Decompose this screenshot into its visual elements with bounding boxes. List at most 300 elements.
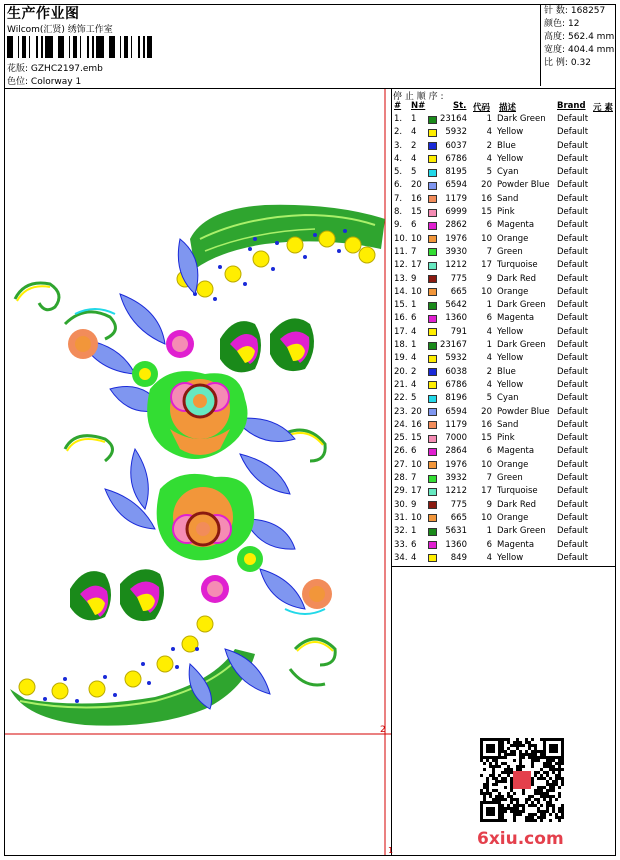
row-brand: Default bbox=[557, 246, 589, 257]
row-stitches: 1360 bbox=[445, 539, 467, 550]
color-swatch bbox=[428, 368, 437, 376]
row-index: 28. bbox=[394, 473, 408, 484]
row-needle: 9 bbox=[411, 499, 417, 510]
table-row bbox=[393, 432, 616, 445]
row-needle: 1 bbox=[411, 114, 417, 124]
header-desc: 描述 bbox=[499, 103, 517, 113]
table-row bbox=[393, 419, 616, 432]
row-stitches: 7000 bbox=[445, 433, 467, 444]
table-row bbox=[393, 326, 616, 339]
row-index: 2. bbox=[394, 127, 403, 138]
table-row bbox=[393, 166, 616, 179]
row-description: Cyan bbox=[497, 167, 519, 178]
row-stitches: 1212 bbox=[445, 260, 467, 271]
row-index: 11. bbox=[394, 246, 408, 257]
row-index: 5. bbox=[394, 167, 403, 178]
row-needle: 10 bbox=[411, 459, 422, 470]
color-swatch bbox=[428, 554, 437, 562]
header-code: 代码 bbox=[473, 103, 491, 113]
row-needle: 16 bbox=[411, 193, 422, 204]
row-description: Yellow bbox=[497, 353, 524, 364]
row-index: 32. bbox=[394, 526, 408, 537]
row-code: 7 bbox=[486, 473, 492, 484]
bottom-lace-band bbox=[10, 616, 255, 726]
row-brand: Default bbox=[557, 273, 589, 284]
row-brand: Default bbox=[557, 260, 589, 271]
row-brand: Default bbox=[557, 446, 589, 457]
stat-value: 404.4 mm bbox=[568, 45, 615, 55]
table-row bbox=[393, 512, 616, 525]
row-code: 6 bbox=[486, 446, 492, 457]
design-value: GZHC2197.emb bbox=[30, 64, 103, 74]
row-needle: 16 bbox=[411, 419, 422, 430]
row-index: 30. bbox=[394, 499, 408, 510]
row-brand: Default bbox=[557, 326, 589, 337]
table-row bbox=[393, 406, 616, 419]
colorway-value: Colorway 1 bbox=[30, 77, 82, 87]
table-row bbox=[393, 140, 616, 153]
row-code: 20 bbox=[481, 406, 492, 417]
row-needle: 2 bbox=[411, 140, 417, 151]
qr-code bbox=[480, 738, 564, 822]
row-needle: 17 bbox=[411, 486, 422, 497]
row-description: Magenta bbox=[497, 313, 535, 324]
stat-value: 562.4 mm bbox=[568, 32, 615, 42]
row-brand: Default bbox=[557, 406, 589, 417]
row-index: 9. bbox=[394, 220, 403, 231]
row-brand: Default bbox=[557, 526, 589, 537]
row-brand: Default bbox=[557, 167, 589, 178]
stop-sequence-table bbox=[393, 100, 616, 565]
row-code: 6 bbox=[486, 313, 492, 324]
row-brand: Default bbox=[557, 353, 589, 364]
row-brand: Default bbox=[557, 552, 589, 563]
header-no: N# bbox=[411, 101, 426, 111]
row-code: 1 bbox=[486, 300, 492, 311]
row-index: 16. bbox=[394, 313, 408, 324]
row-brand: Default bbox=[557, 459, 589, 470]
colorway-label: 色位: bbox=[7, 77, 29, 87]
color-swatch bbox=[428, 528, 437, 536]
row-stitches: 775 bbox=[450, 273, 467, 284]
embroidery-design-canvas bbox=[5, 89, 394, 855]
row-description: Cyan bbox=[497, 393, 519, 404]
row-needle: 15 bbox=[411, 207, 422, 218]
row-code: 16 bbox=[481, 193, 492, 204]
row-code: 1 bbox=[486, 340, 492, 351]
row-stitches: 3930 bbox=[445, 246, 467, 257]
color-swatch bbox=[428, 195, 437, 203]
row-code: 5 bbox=[486, 393, 492, 404]
tulip-pair-lower bbox=[70, 569, 164, 621]
color-swatch bbox=[428, 381, 437, 389]
row-code: 9 bbox=[486, 499, 492, 510]
row-stitches: 1976 bbox=[445, 459, 467, 470]
stat-label: 针 数: bbox=[544, 6, 568, 16]
color-swatch bbox=[428, 262, 437, 270]
stats-panel bbox=[540, 4, 616, 86]
row-code: 4 bbox=[486, 379, 492, 390]
row-stitches: 1360 bbox=[445, 313, 467, 324]
column-divider bbox=[391, 88, 392, 856]
row-stitches: 6594 bbox=[445, 406, 467, 417]
color-swatch bbox=[428, 514, 437, 522]
table-row bbox=[393, 552, 616, 565]
row-description: Sand bbox=[497, 193, 519, 204]
row-stitches: 6594 bbox=[445, 180, 467, 191]
row-stitches: 5932 bbox=[445, 127, 467, 138]
color-swatch bbox=[428, 169, 437, 177]
table-row bbox=[393, 379, 616, 392]
table-row bbox=[393, 485, 616, 498]
row-needle: 1 bbox=[411, 340, 417, 351]
row-code: 15 bbox=[481, 207, 492, 218]
color-swatch bbox=[428, 461, 437, 469]
row-code: 4 bbox=[486, 552, 492, 563]
row-description: Pink bbox=[497, 433, 515, 444]
stat-label: 高度: bbox=[544, 32, 566, 42]
row-needle: 5 bbox=[411, 393, 417, 404]
barcode bbox=[7, 36, 153, 58]
row-index: 23. bbox=[394, 406, 408, 417]
row-needle: 7 bbox=[411, 246, 417, 257]
row-stitches: 1976 bbox=[445, 233, 467, 244]
row-stitches: 665 bbox=[450, 512, 467, 523]
row-code: 5 bbox=[486, 167, 492, 178]
color-swatch bbox=[428, 342, 437, 350]
row-needle: 4 bbox=[411, 153, 417, 164]
table-row bbox=[393, 126, 616, 139]
row-code: 2 bbox=[486, 366, 492, 377]
table-row bbox=[393, 366, 616, 379]
row-index: 27. bbox=[394, 459, 408, 470]
row-brand: Default bbox=[557, 313, 589, 324]
row-index: 21. bbox=[394, 379, 408, 390]
row-brand: Default bbox=[557, 286, 589, 297]
row-stitches: 6038 bbox=[445, 366, 467, 377]
row-code: 1 bbox=[486, 526, 492, 537]
stat-row bbox=[544, 57, 616, 70]
row-description: Turquoise bbox=[497, 486, 538, 497]
row-index: 15. bbox=[394, 300, 408, 311]
tulip-pair-upper bbox=[220, 318, 314, 372]
stat-row bbox=[544, 31, 616, 44]
color-swatch bbox=[428, 129, 437, 137]
row-needle: 17 bbox=[411, 260, 422, 271]
table-row bbox=[393, 472, 616, 485]
row-brand: Default bbox=[557, 220, 589, 231]
color-swatch bbox=[428, 448, 437, 456]
row-description: Green bbox=[497, 473, 523, 484]
row-description: Dark Green bbox=[497, 340, 546, 351]
row-description: Blue bbox=[497, 366, 516, 377]
table-row bbox=[393, 113, 616, 126]
row-needle: 1 bbox=[411, 526, 417, 537]
flower-upper bbox=[147, 371, 247, 459]
row-needle: 10 bbox=[411, 512, 422, 523]
row-index: 4. bbox=[394, 153, 403, 164]
row-brand: Default bbox=[557, 433, 589, 444]
row-description: Yellow bbox=[497, 153, 524, 164]
row-stitches: 8195 bbox=[445, 167, 467, 178]
row-description: Dark Green bbox=[497, 526, 546, 537]
row-code: 17 bbox=[481, 486, 492, 497]
row-stitches: 791 bbox=[450, 326, 467, 337]
row-description: Powder Blue bbox=[497, 406, 550, 417]
row-needle: 6 bbox=[411, 220, 417, 231]
table-row bbox=[393, 339, 616, 352]
row-needle: 4 bbox=[411, 127, 417, 138]
header-stitches: St. bbox=[453, 101, 467, 111]
table-row bbox=[393, 193, 616, 206]
row-index: 14. bbox=[394, 286, 408, 297]
color-swatch bbox=[428, 222, 437, 230]
table-row bbox=[393, 459, 616, 472]
row-brand: Default bbox=[557, 539, 589, 550]
colorway-line bbox=[7, 74, 81, 87]
row-description: Orange bbox=[497, 512, 529, 523]
row-code: 10 bbox=[481, 233, 492, 244]
row-description: Magenta bbox=[497, 446, 535, 457]
row-description: Dark Green bbox=[497, 114, 546, 124]
table-row bbox=[393, 273, 616, 286]
row-index: 7. bbox=[394, 193, 403, 204]
table-row bbox=[393, 539, 616, 552]
color-swatch bbox=[428, 435, 437, 443]
row-needle: 2 bbox=[411, 366, 417, 377]
row-stitches: 6999 bbox=[445, 207, 467, 218]
row-brand: Default bbox=[557, 180, 589, 191]
row-description: Pink bbox=[497, 207, 515, 218]
table-row bbox=[393, 525, 616, 538]
row-brand: Default bbox=[557, 207, 589, 218]
color-swatch bbox=[428, 488, 437, 496]
row-brand: Default bbox=[557, 499, 589, 510]
bottom-mark: 1 bbox=[388, 846, 394, 855]
row-stitches: 2864 bbox=[445, 446, 467, 457]
table-row bbox=[393, 312, 616, 325]
row-brand: Default bbox=[557, 233, 589, 244]
stat-value: 12 bbox=[568, 19, 580, 29]
row-stitches: 1179 bbox=[445, 419, 467, 430]
row-description: Yellow bbox=[497, 127, 524, 138]
row-description: Dark Red bbox=[497, 499, 537, 510]
row-index: 24. bbox=[394, 419, 408, 430]
table-row bbox=[393, 259, 616, 272]
row-stitches: 5932 bbox=[445, 353, 467, 364]
row-stitches: 8196 bbox=[445, 393, 467, 404]
stat-value: 0.32 bbox=[570, 58, 591, 68]
stat-label: 比 例: bbox=[544, 58, 568, 68]
color-swatch bbox=[428, 302, 437, 310]
top-lace-band bbox=[177, 205, 385, 301]
row-code: 4 bbox=[486, 353, 492, 364]
row-description: Orange bbox=[497, 286, 529, 297]
row-index: 26. bbox=[394, 446, 408, 457]
stat-row bbox=[544, 18, 616, 31]
table-row bbox=[393, 219, 616, 232]
row-brand: Default bbox=[557, 419, 589, 430]
row-brand: Default bbox=[557, 153, 589, 164]
row-index: 29. bbox=[394, 486, 408, 497]
stat-row bbox=[544, 5, 616, 18]
row-code: 6 bbox=[486, 539, 492, 550]
row-needle: 6 bbox=[411, 539, 417, 550]
header-extra: 元 素 bbox=[593, 103, 613, 113]
table-row bbox=[393, 206, 616, 219]
table-row bbox=[393, 499, 616, 512]
color-swatch bbox=[428, 142, 437, 150]
color-swatch bbox=[428, 315, 437, 323]
color-swatch bbox=[428, 182, 437, 190]
row-index: 17. bbox=[394, 326, 408, 337]
row-brand: Default bbox=[557, 473, 589, 484]
row-brand: Default bbox=[557, 300, 589, 311]
row-description: Dark Green bbox=[497, 300, 546, 311]
table-row bbox=[393, 445, 616, 458]
row-stitches: 849 bbox=[450, 552, 467, 563]
row-needle: 6 bbox=[411, 446, 417, 457]
row-index: 22. bbox=[394, 393, 408, 404]
stop-sequence-title: 停 止 顺 序 : bbox=[393, 92, 444, 102]
stat-label: 颜色: bbox=[544, 19, 566, 29]
stat-label: 宽度: bbox=[544, 45, 566, 55]
row-code: 2 bbox=[486, 140, 492, 151]
table-row bbox=[393, 179, 616, 192]
row-index: 3. bbox=[394, 140, 403, 151]
row-code: 17 bbox=[481, 260, 492, 271]
row-index: 1. bbox=[394, 114, 403, 124]
row-code: 4 bbox=[486, 326, 492, 337]
row-stitches: 6037 bbox=[445, 140, 467, 151]
row-description: Blue bbox=[497, 140, 516, 151]
row-index: 8. bbox=[394, 207, 403, 218]
row-brand: Default bbox=[557, 127, 589, 138]
row-needle: 20 bbox=[411, 180, 422, 191]
color-swatch bbox=[428, 541, 437, 549]
flower-lower bbox=[157, 474, 255, 561]
row-brand: Default bbox=[557, 512, 589, 523]
row-needle: 4 bbox=[411, 552, 417, 563]
row-code: 6 bbox=[486, 220, 492, 231]
row-index: 25. bbox=[394, 433, 408, 444]
row-needle: 5 bbox=[411, 167, 417, 178]
row-description: Magenta bbox=[497, 539, 535, 550]
row-description: Powder Blue bbox=[497, 180, 550, 191]
row-needle: 4 bbox=[411, 326, 417, 337]
row-brand: Default bbox=[557, 340, 589, 351]
stat-row bbox=[544, 44, 616, 57]
color-swatch bbox=[428, 475, 437, 483]
row-stitches: 1179 bbox=[445, 193, 467, 204]
row-needle: 20 bbox=[411, 406, 422, 417]
row-code: 4 bbox=[486, 127, 492, 138]
color-swatch bbox=[428, 116, 437, 124]
table-row bbox=[393, 352, 616, 365]
color-swatch bbox=[428, 355, 437, 363]
row-needle: 7 bbox=[411, 473, 417, 484]
row-brand: Default bbox=[557, 393, 589, 404]
company-name: Wilcom(汇贤) 绣饰工作室 bbox=[7, 25, 113, 35]
color-swatch bbox=[428, 501, 437, 509]
row-index: 10. bbox=[394, 233, 408, 244]
row-index: 6. bbox=[394, 180, 403, 191]
row-code: 10 bbox=[481, 512, 492, 523]
row-description: Turquoise bbox=[497, 260, 538, 271]
design-label: 花版: bbox=[7, 64, 29, 74]
row-code: 1 bbox=[486, 114, 492, 124]
watermark-logo: 6xiu.com bbox=[477, 829, 564, 849]
row-stitches: 23167 bbox=[439, 340, 467, 351]
row-code: 10 bbox=[481, 286, 492, 297]
row-description: Orange bbox=[497, 459, 529, 470]
row-code: 15 bbox=[481, 433, 492, 444]
table-bottom-divider bbox=[392, 566, 616, 567]
color-swatch bbox=[428, 395, 437, 403]
row-stitches: 5631 bbox=[445, 526, 467, 537]
row-stitches: 665 bbox=[450, 286, 467, 297]
row-description: Yellow bbox=[497, 552, 524, 563]
row-needle: 10 bbox=[411, 233, 422, 244]
row-code: 7 bbox=[486, 246, 492, 257]
color-swatch bbox=[428, 288, 437, 296]
row-brand: Default bbox=[557, 140, 589, 151]
row-stitches: 2862 bbox=[445, 220, 467, 231]
color-swatch bbox=[428, 421, 437, 429]
color-swatch bbox=[428, 275, 437, 283]
row-needle: 6 bbox=[411, 313, 417, 324]
page-title: 生产作业图 bbox=[7, 6, 80, 22]
row-stitches: 5642 bbox=[445, 300, 467, 311]
row-needle: 15 bbox=[411, 433, 422, 444]
row-needle: 4 bbox=[411, 353, 417, 364]
row-code: 10 bbox=[481, 459, 492, 470]
row-code: 20 bbox=[481, 180, 492, 191]
row-needle: 9 bbox=[411, 273, 417, 284]
color-swatch bbox=[428, 155, 437, 163]
color-swatch bbox=[428, 248, 437, 256]
table-row bbox=[393, 299, 616, 312]
row-description: Sand bbox=[497, 419, 519, 430]
row-index: 18. bbox=[394, 340, 408, 351]
row-description: Orange bbox=[497, 233, 529, 244]
row-needle: 4 bbox=[411, 379, 417, 390]
row-brand: Default bbox=[557, 366, 589, 377]
table-header bbox=[393, 100, 616, 113]
row-index: 34. bbox=[394, 552, 408, 563]
row-brand: Default bbox=[557, 379, 589, 390]
row-description: Green bbox=[497, 246, 523, 257]
row-brand: Default bbox=[557, 486, 589, 497]
row-description: Yellow bbox=[497, 326, 524, 337]
row-index: 33. bbox=[394, 539, 408, 550]
row-description: Yellow bbox=[497, 379, 524, 390]
row-needle: 10 bbox=[411, 286, 422, 297]
row-index: 20. bbox=[394, 366, 408, 377]
stat-value: 168257 bbox=[570, 6, 606, 16]
row-brand: Default bbox=[557, 193, 589, 204]
row-description: Dark Red bbox=[497, 273, 537, 284]
row-stitches: 6786 bbox=[445, 153, 467, 164]
color-swatch bbox=[428, 235, 437, 243]
side-mark: 2 bbox=[380, 725, 386, 735]
row-brand: Default bbox=[557, 114, 589, 124]
table-row bbox=[393, 153, 616, 166]
design-line bbox=[7, 61, 103, 74]
table-row bbox=[393, 286, 616, 299]
color-swatch bbox=[428, 408, 437, 416]
header-brand: Brand bbox=[557, 101, 586, 111]
